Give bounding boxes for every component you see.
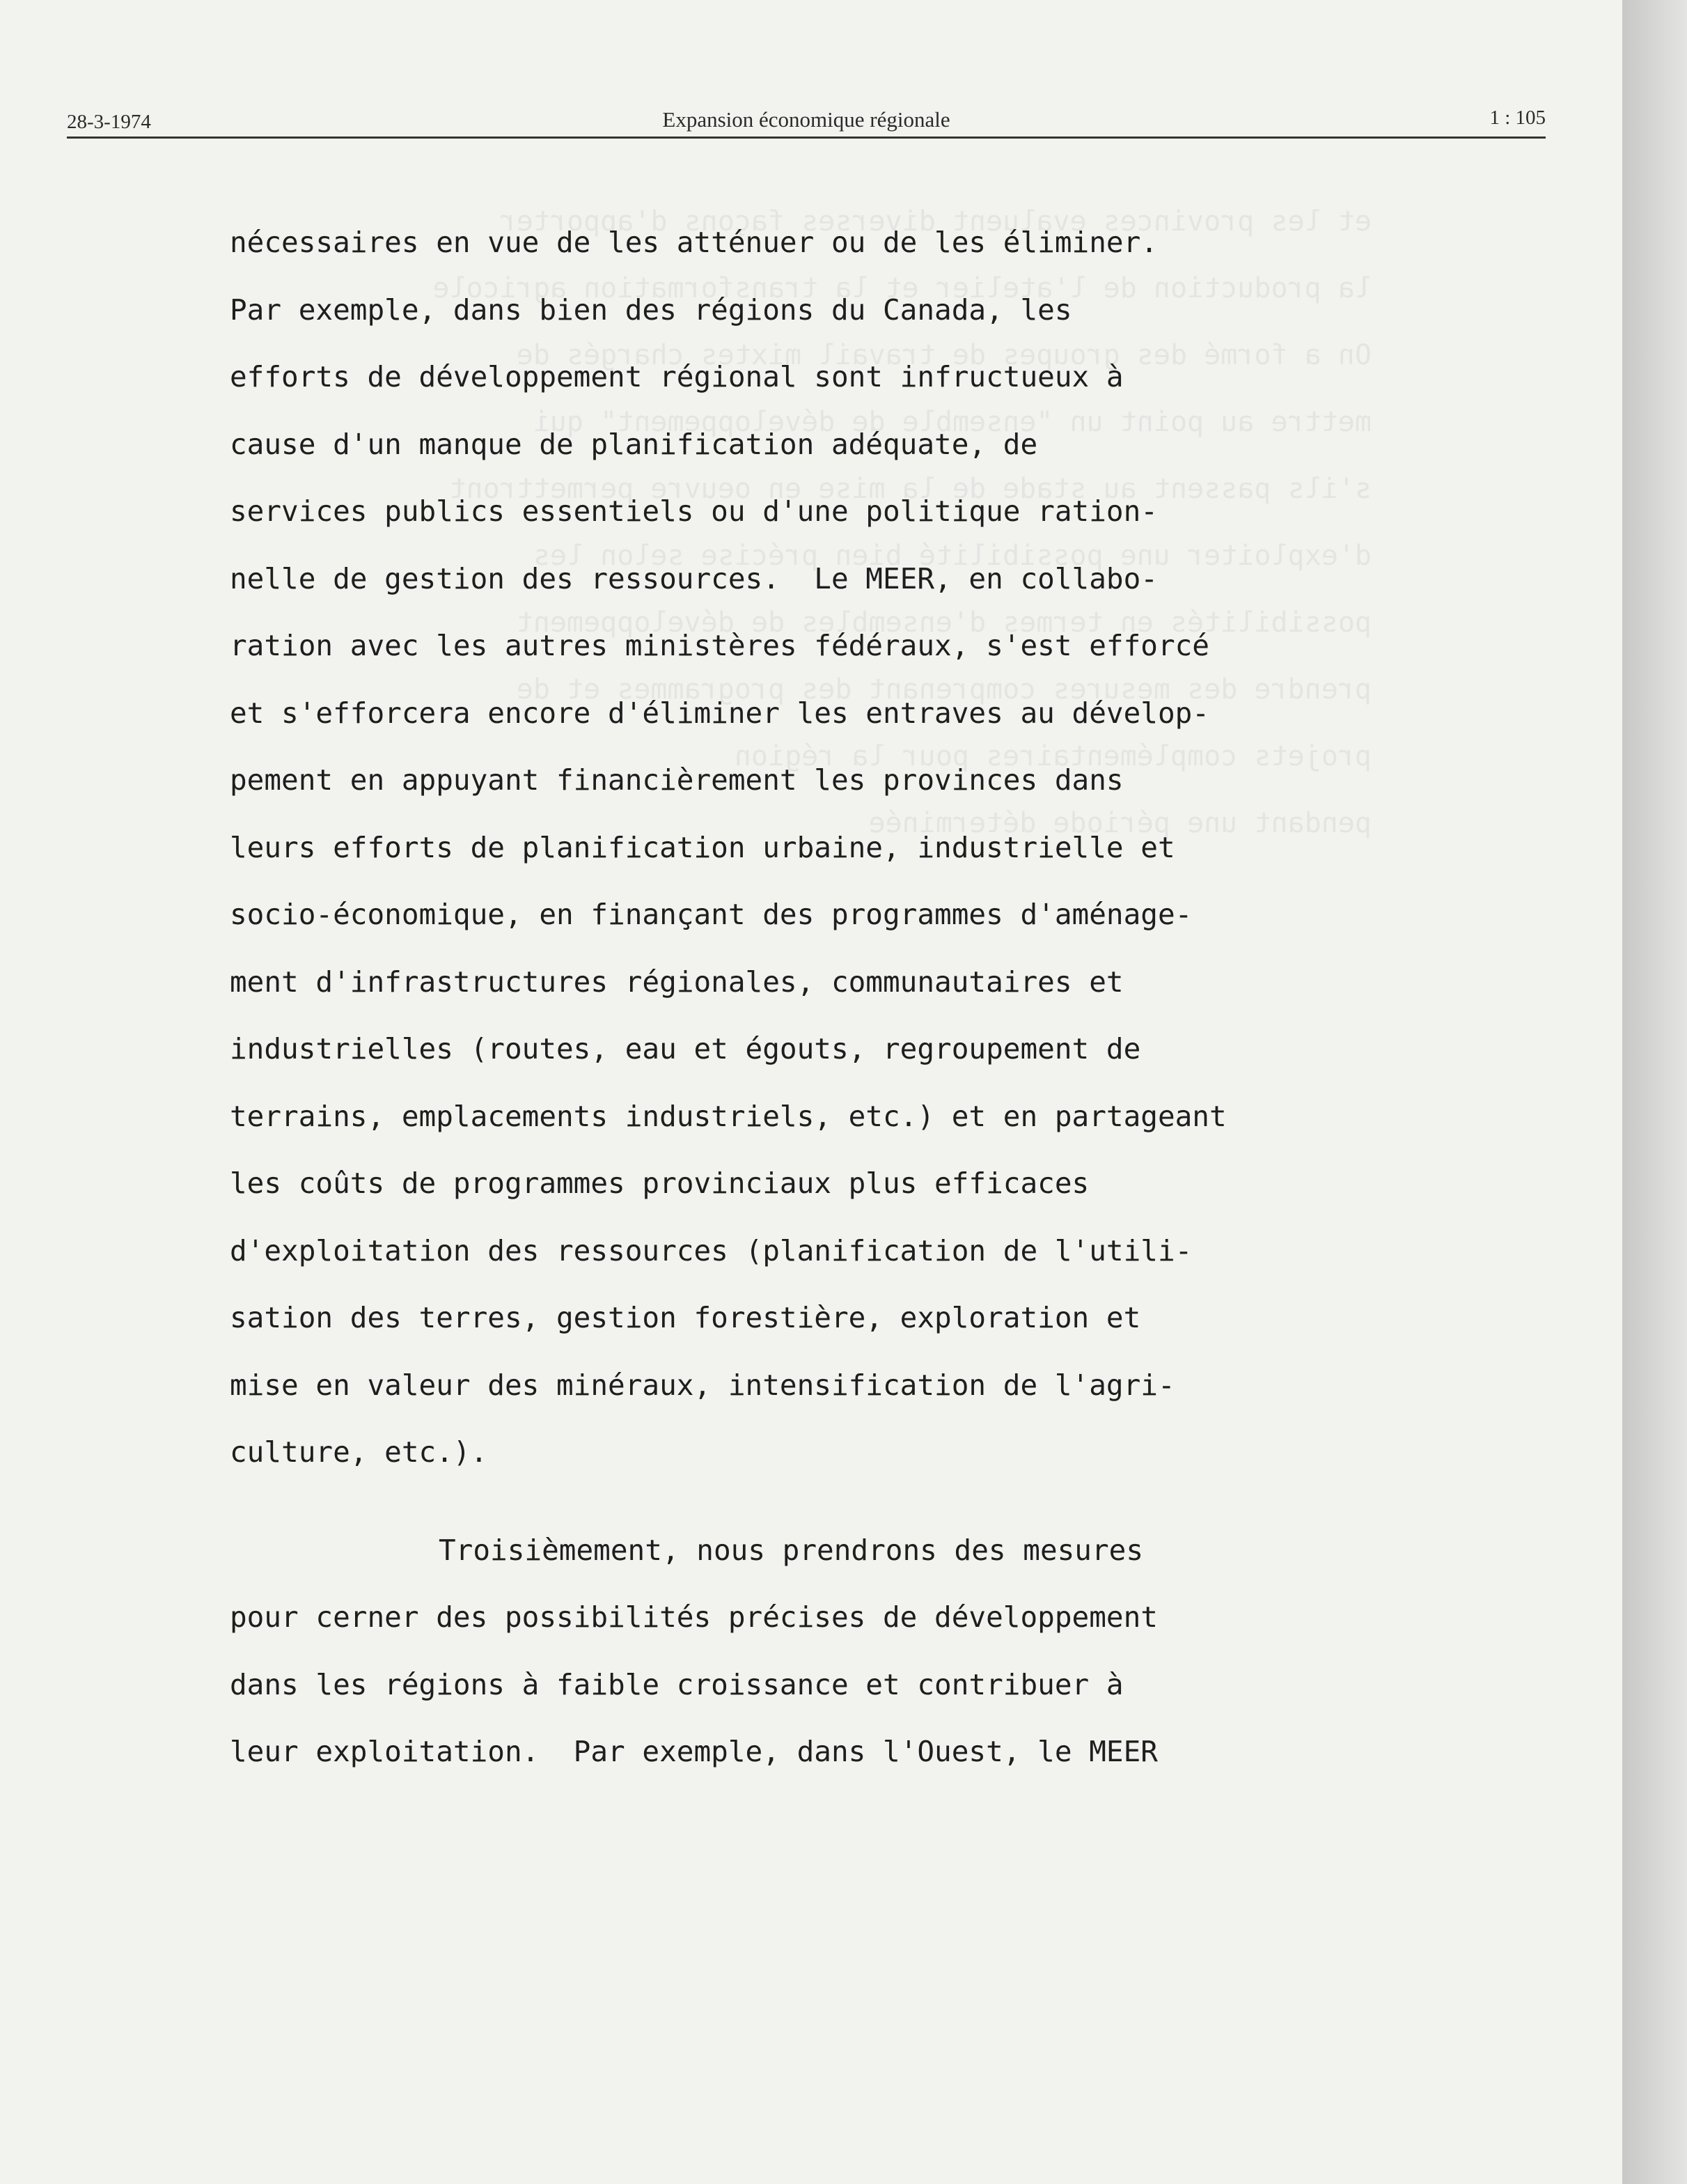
text-line: les coûts de programmes provinciaux plus efficaces [230, 1167, 1090, 1200]
text-line: sation des terres, gestion forestière, exploration et [230, 1301, 1141, 1334]
text-line: pour cerner des possibilités précises de développement [230, 1600, 1158, 1634]
text-line: industrielles (routes, eau et égouts, regroupement de [230, 1032, 1141, 1066]
page-edge [1622, 0, 1687, 2184]
page-header [67, 104, 1546, 139]
text-line: Par exemple, dans bien des régions du Canada, les [230, 292, 1072, 327]
paragraph-1 [230, 209, 1413, 1486]
paragraph-gap [230, 1486, 1413, 1517]
text-line: mise en valeur des minéraux, intensification de l'agri- [230, 1368, 1175, 1402]
text-line: ment d'infrastructures régionales, communautaires et [230, 965, 1124, 999]
text-line: et s'efforcera encore d'éliminer les entraves au dévelop- [230, 696, 1209, 730]
text-line: cause d'un manque de planification adéquate, de [230, 427, 1038, 461]
text-line: pement en appuyant financièrement les provinces dans [230, 763, 1124, 797]
text-line: services publics essentiels ou d'une politique ration- [230, 494, 1158, 528]
text-line: d'exploitation des ressources (planification de l'utili- [230, 1233, 1193, 1268]
header-date: 28-3-1974 [67, 111, 151, 133]
text-line: Troisièmement, nous prendrons des mesures [439, 1533, 1144, 1567]
text-line: terrains, emplacements industriels, etc.) et en partageant [230, 1099, 1227, 1133]
text-line: culture, etc.). [230, 1435, 488, 1469]
text-line: socio-économique, en finançant des programmes d'aménage- [230, 898, 1193, 931]
text-line: dans les régions à faible croissance et contribuer à [230, 1667, 1124, 1701]
text-line: nécessaires en vue de les atténuer ou de les éliminer. [230, 226, 1158, 259]
paragraph-2 [230, 1517, 1413, 1786]
text-line: nelle de gestion des ressources. Le MEER, en collabo- [230, 561, 1158, 595]
header-title: Expansion économique régionale [662, 107, 950, 132]
bleed-through-text: et les provinces evaluent diverses façons d'apporter la production de l'atelier et la transformation agricole On a formé des groupes de travail mixtes chargés de mettre au point un "ensemble de développement" qui s'ils passent au stade de la mise en oeuvre permettront d'exploiter une possibilité bien précise selon les possibilités en termes d'ensembles de développement prendre des mesures comprenant des programmes et de projets complémentaires pour la région pendant une période déterminée [432, 205, 1372, 839]
text-line: efforts de développement régional sont infructueux à [230, 360, 1124, 393]
text-line: ration avec les autres ministères fédéraux, s'est efforcé [230, 629, 1209, 662]
body-text [230, 209, 1413, 1786]
text-line: leur exploitation. Par exemple, dans l'Ouest, le MEER [230, 1735, 1158, 1768]
header-page-number: 1 : 105 [1489, 107, 1546, 129]
text-line: leurs efforts de planification urbaine, industrielle et [230, 830, 1175, 864]
